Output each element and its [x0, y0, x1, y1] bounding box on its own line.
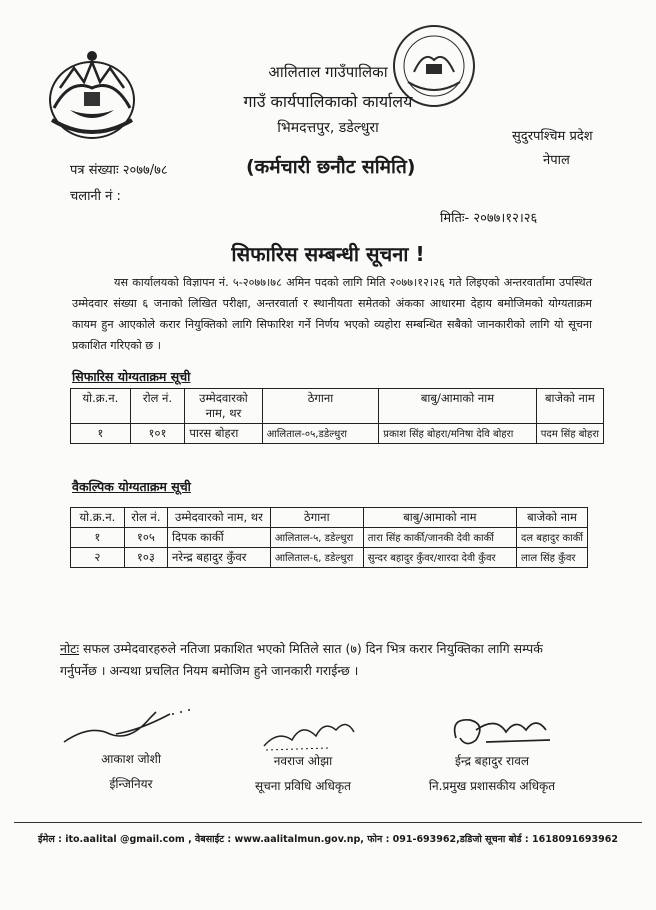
- notice-body: यस कार्यालयको विज्ञापन नं. ५-२०७७।७८ अमिन पदको लागि मिति २०७७।१२।२६ गते लिइएको अन्तरवार्तामा उपस्थित उम्मेदवार संख्या ६ जनाको लिखित परीक्षा, अन्तरवार्ता र स्थानीयता समेतको अंकका आधारमा देहाय बमोजिमको योग्यताक्रम कायम हुन आएकोले करार नियुक्तिको लागि सिफारिश गर्ने निर्णय भएको व्यहोरा सम्बन्धित सबैको जानकारीको लागि यो सूचना प्रकाशित गरिएको छ ।: [72, 276, 592, 352]
- table-cell: १: [71, 424, 131, 444]
- column-header: उम्मेदवारको नाम, थर: [167, 508, 270, 528]
- note-paragraph: [60, 638, 560, 682]
- table-cell: प्रकाश सिंह बोहरा/मनिषा देवि बोहरा: [379, 424, 536, 444]
- column-header: ठेगाना: [262, 389, 379, 424]
- column-header: यो.क्र.न.: [71, 389, 131, 424]
- signatory-role: ईन्जिनियर: [109, 777, 153, 791]
- committee-title: (कर्मचारी छनौट समिति): [246, 156, 416, 178]
- table-cell: पारस बोहरा: [185, 424, 262, 444]
- table-cell: १: [71, 528, 125, 548]
- column-header: बाजेको नाम: [536, 389, 603, 424]
- column-header: ठेगाना: [270, 508, 363, 528]
- column-header: बाबु/आमाको नाम: [379, 389, 536, 424]
- table-cell: आलिताल-६, डडेल्धुरा: [270, 548, 363, 568]
- footer-divider: [14, 822, 642, 823]
- column-header: बाजेको नाम: [517, 508, 588, 528]
- office-name: आलिताल गाउँपालिका: [268, 63, 388, 81]
- notice-heading: सिफारिस सम्बन्धी सूचना !: [231, 242, 425, 266]
- table-row: [71, 424, 604, 444]
- table-cell: सुन्दर बहादुर कुँवर/शारदा देवी कुँवर: [363, 548, 516, 568]
- signatory-1: [66, 750, 196, 792]
- table-cell: १०१: [130, 424, 185, 444]
- table-row: [71, 548, 588, 568]
- table-cell: दिपक कार्की: [167, 528, 270, 548]
- recommended-table: [70, 388, 604, 444]
- signature-2-icon: [258, 712, 368, 752]
- table-cell: २: [71, 548, 125, 568]
- signatory-name: नवराज ओझा: [273, 754, 333, 768]
- signatory-name: ईन्द्र बहादुर रावल: [454, 754, 530, 768]
- office-address: भिमदत्तपुर, डडेल्धुरा: [277, 120, 379, 136]
- signatory-3: [402, 752, 582, 794]
- reference-number: पत्र संख्याः २०७७/७८: [70, 163, 168, 178]
- alternate-list-title: वैकल्पिक योग्यताक्रम सूची: [72, 479, 191, 494]
- table-cell: नरेन्द्र बहादुर कुँवर: [167, 548, 270, 568]
- signatory-2: [238, 752, 368, 794]
- column-header: रोल नं.: [130, 389, 185, 424]
- column-header: यो.क्र.न.: [71, 508, 125, 528]
- table-cell: लाल सिंह कुँवर: [517, 548, 588, 568]
- column-header: बाबु/आमाको नाम: [363, 508, 516, 528]
- signatory-role: सूचना प्रविधि अधिकृत: [255, 779, 351, 793]
- table-cell: १०५: [124, 528, 167, 548]
- province-name: सुदुरपश्चिम प्रदेश: [512, 129, 593, 144]
- note-text: सफल उम्मेदवारहरुले नतिजा प्रकाशित भएको मितिले सात (७) दिन भित्र करार नियुक्तिका लागि सम्पर्क गर्नुपर्नेछ । अन्यथा प्रचलित नियम बमोजिम हुने जानकारी गराईन्छ ।: [60, 641, 543, 678]
- country-name: नेपाल: [543, 153, 570, 168]
- dispatch-number: चलानी नं :: [70, 189, 121, 204]
- table-row: [71, 528, 588, 548]
- table-cell: दल बहादुर कार्की: [517, 528, 588, 548]
- signatory-name: आकाश जोशी: [101, 752, 161, 766]
- footer-contact: ईमेल : ito.aalital @gmail.com , वेबसाईट : www.aalitalmun.gov.np, फोन : 091-693962,डडिजो सूचना बोर्ड : 1618091693962: [38, 834, 618, 845]
- table-header-row: [71, 389, 604, 424]
- recommended-list-title: सिफारिस योग्यताक्रम सूची: [72, 369, 191, 384]
- table-cell: तारा सिंह कार्की/जानकी देवी कार्की: [363, 528, 516, 548]
- table-cell: आलिताल-०५,डडेल्धुरा: [262, 424, 379, 444]
- notice-date: मितिः- २०७७।१२।२६: [440, 211, 538, 226]
- column-header: उम्मेदवारको नाम, थर: [185, 389, 262, 424]
- signatory-role: नि.प्रमुख प्रशासकीय अधिकृत: [428, 779, 556, 793]
- table-cell: १०३: [124, 548, 167, 568]
- signature-1-icon: [60, 704, 200, 748]
- alternate-table: [70, 507, 588, 568]
- table-cell: पदम सिंह बोहरा: [536, 424, 603, 444]
- note-label: नोटः: [60, 641, 80, 656]
- signature-3-icon: [446, 708, 556, 752]
- table-cell: आलिताल-५, डडेल्धुरा: [270, 528, 363, 548]
- office-subtitle: गाउँ कार्यपालिकाको कार्यालय: [243, 92, 413, 111]
- table-header-row: [71, 508, 588, 528]
- column-header: रोल नं.: [124, 508, 167, 528]
